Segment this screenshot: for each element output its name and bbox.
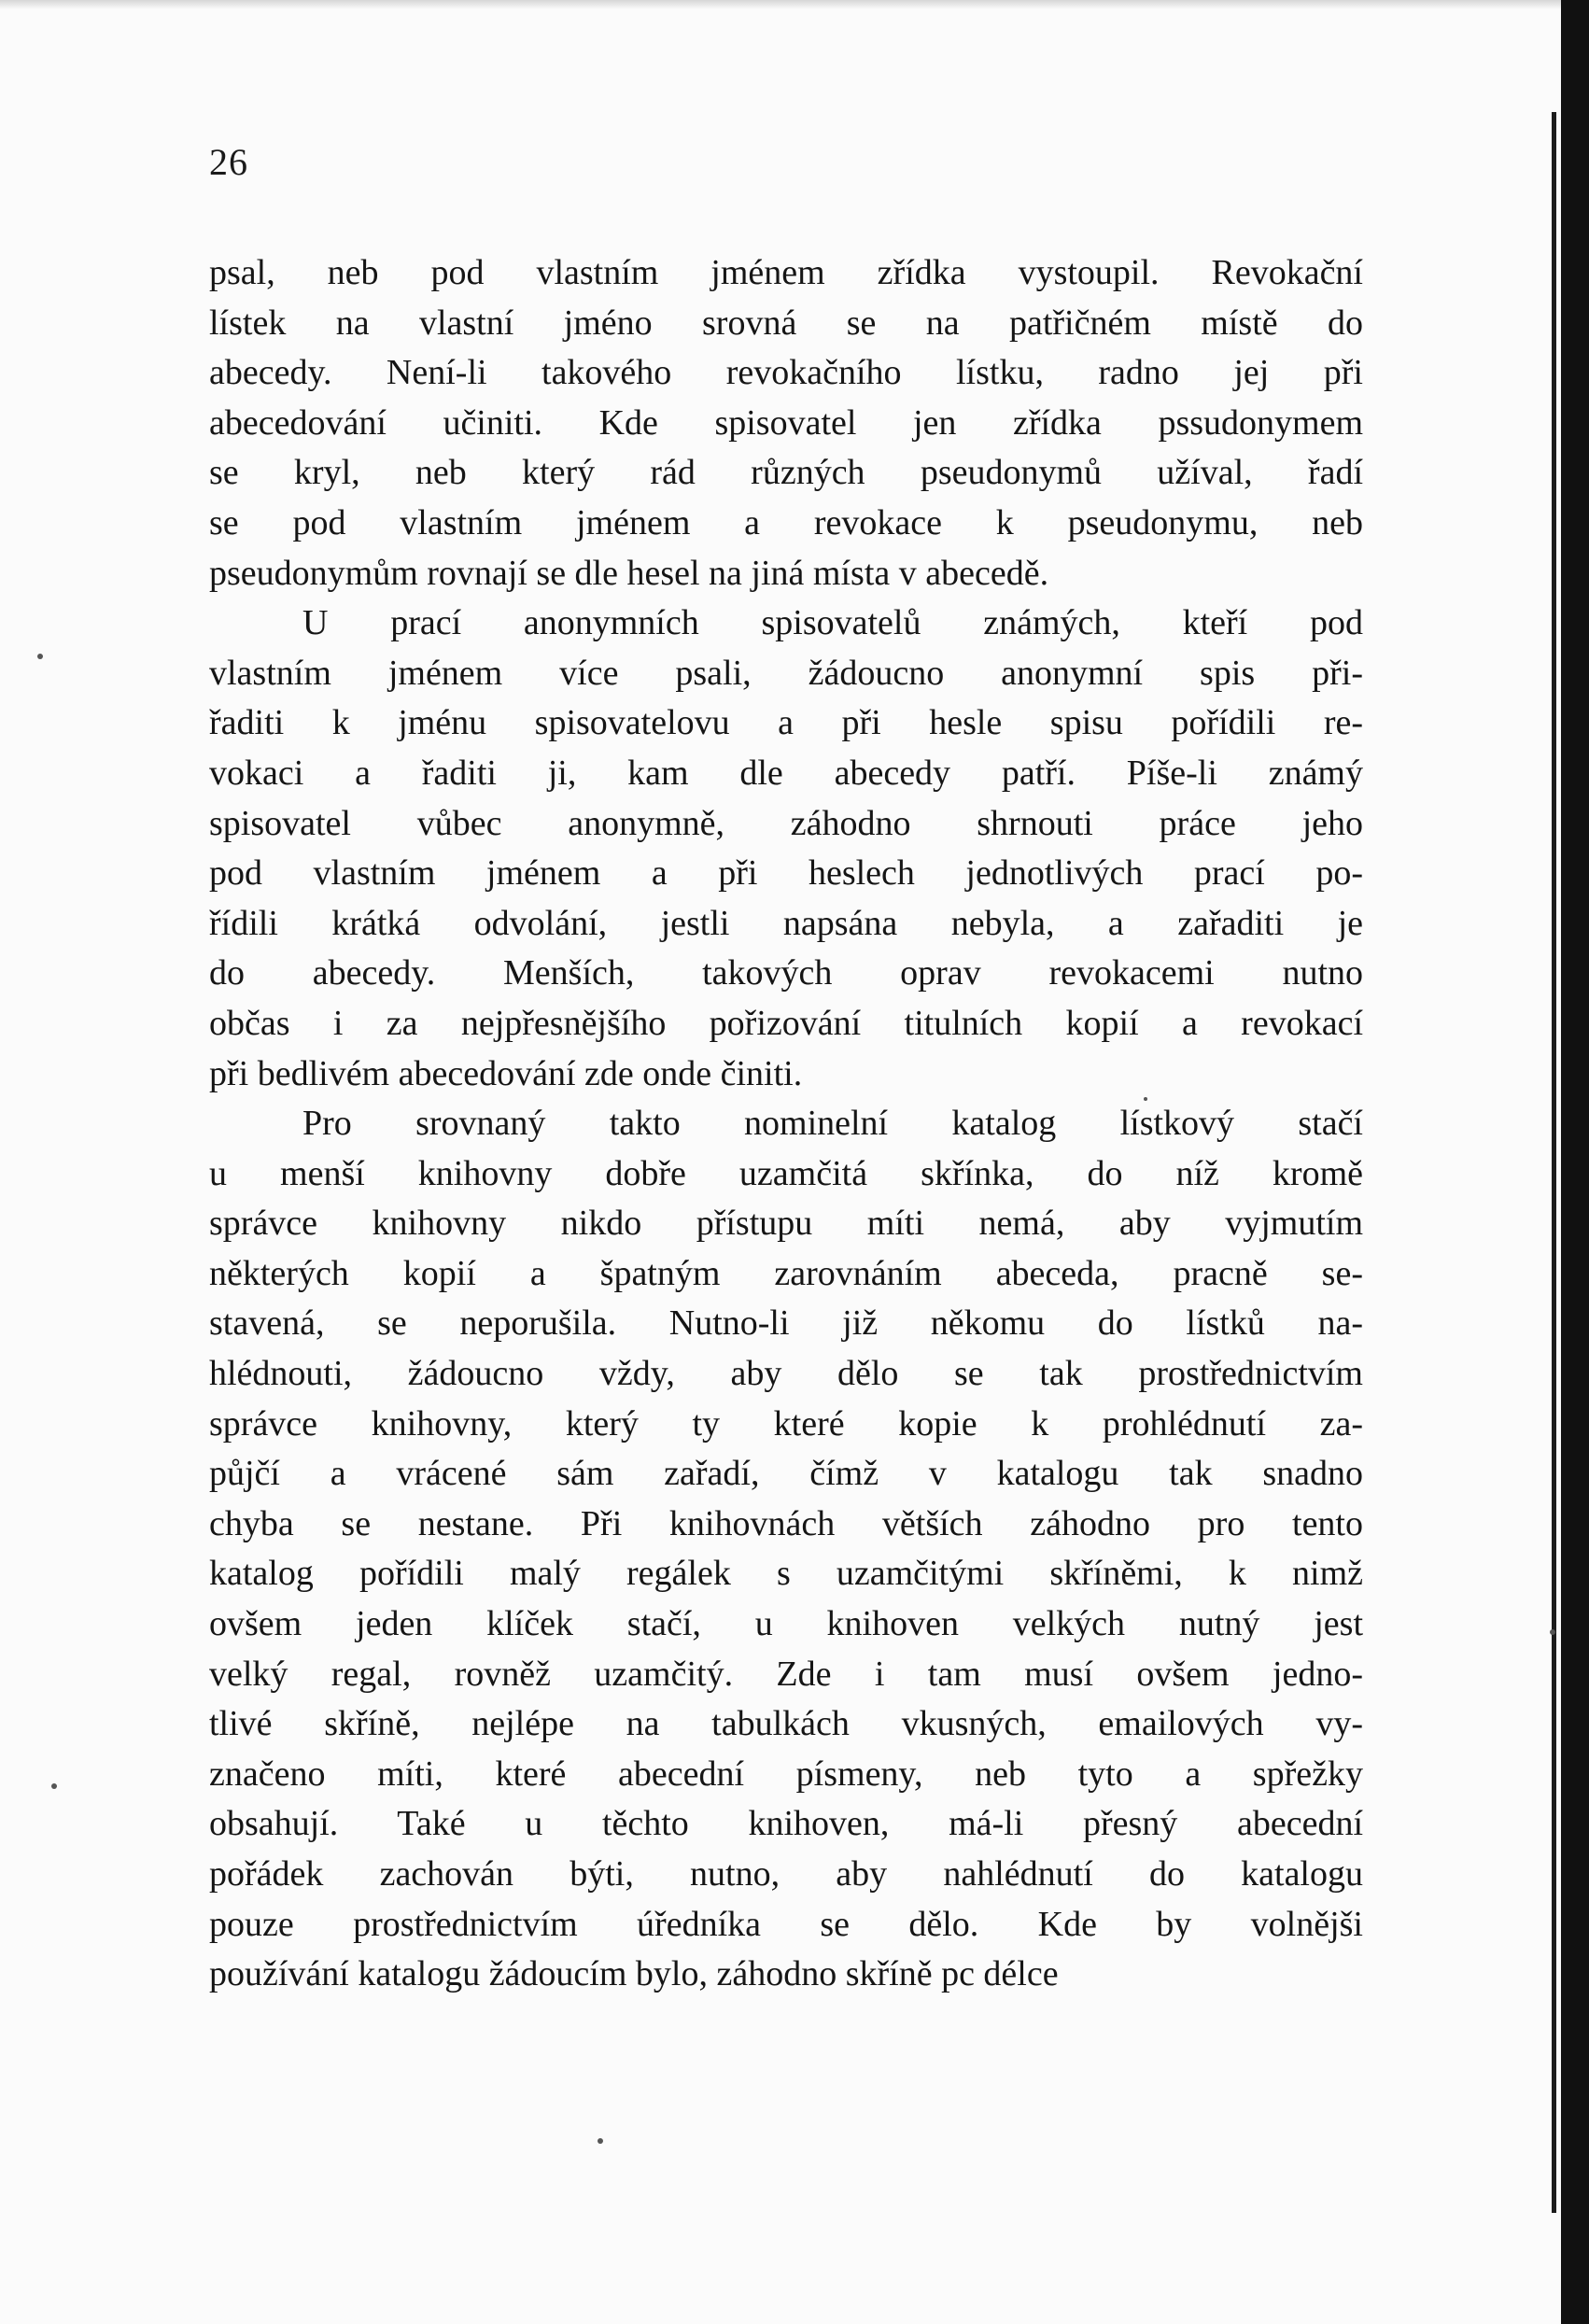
scan-speck [51, 1783, 57, 1789]
body-text [209, 248, 1363, 2000]
text-line: při bedlivém abecedování zde onde činiti. [209, 1053, 803, 1093]
text-line: obsahují. Také u těchto knihoven, má-li přesný abecední [209, 1804, 1363, 1844]
paragraph [209, 1099, 1363, 2000]
text-line: Pro srovnaný takto nominelní katalog lístkový stačí [302, 1104, 1363, 1144]
scan-speck [598, 2138, 603, 2144]
text-line: katalog pořídili malý regálek s uzamčitými skříněmi, k nimž [209, 1554, 1363, 1594]
text-line: značeno míti, které abecední písmeny, neb tyto a spřežky [209, 1754, 1363, 1794]
text-line: používání katalogu žádoucím bylo, záhodno skříně pc délce [209, 1954, 1059, 1994]
paragraph [209, 248, 1363, 599]
text-line: správce knihovny, který ty které kopie k prohlédnutí za- [209, 1403, 1363, 1444]
text-line: chyba se nestane. Při knihovnách větších záhodno pro tento [209, 1503, 1363, 1543]
text-line: ovšem jeden klíček stačí, u knihoven velkých nutný jest [209, 1604, 1363, 1644]
text-line: do abecedy. Menších, takových oprav revokacemi nutno [209, 953, 1363, 993]
text-line: se kryl, neb který rád různých pseudonymů užíval, řadí [209, 453, 1363, 493]
paragraph [209, 599, 1363, 1099]
text-line: půjčí a vrácené sám zařadí, čímž v katalogu tak snadno [209, 1454, 1363, 1494]
text-line: lístek na vlastní jméno srovná se na patřičném místě do [209, 303, 1363, 343]
text-line: řaditi k jménu spisovatelovu a při hesle spisu pořídili re- [209, 703, 1363, 743]
page-top-shadow [0, 0, 1589, 9]
text-line: vokaci a řaditi ji, kam dle abecedy patří. Píše-li známý [209, 753, 1363, 793]
text-line: u menší knihovny dobře uzamčitá skřínka, do níž kromě [209, 1153, 1363, 1193]
text-line: abecedy. Není-li takového revokačního lístku, radno jej při [209, 353, 1363, 393]
text-line: psal, neb pod vlastním jménem zřídka vystoupil. Revokační [209, 253, 1363, 292]
text-line: stavená, se neporušila. Nutno-li již někomu do lístků na- [209, 1303, 1363, 1344]
text-line: správce knihovny nikdo přístupu míti nemá, aby vyjmutím [209, 1204, 1363, 1244]
text-line: U prací anonymních spisovatelů známých, kteří pod [302, 603, 1363, 643]
text-line: pod vlastním jménem a při heslech jednotlivých prací po- [209, 853, 1363, 894]
scan-speck [1550, 1629, 1555, 1635]
text-line: vlastním jménem více psali, žádoucno anonymní spis při- [209, 653, 1363, 693]
text-line: pseudonymům rovnají se dle hesel na jiná místa v abecedě. [209, 553, 1049, 593]
text-line: pouze prostřednictvím úředníka se dělo. Kde by volnějši [209, 1904, 1363, 1944]
text-line: tlivé skříně, nejlépe na tabulkách vkusných, emailových vy- [209, 1704, 1363, 1744]
text-line: některých kopií a špatným zarovnáním abeceda, pracně se- [209, 1253, 1363, 1293]
binding-edge-line [1552, 112, 1556, 2213]
text-line: abecedování učiniti. Kde spisovatel jen zřídka pssudonymem [209, 402, 1363, 443]
text-line: pořádek zachován býti, nutno, aby nahlédnutí do katalogu [209, 1854, 1363, 1894]
text-line: řídili krátká odvolání, jestli napsána nebyla, a zařaditi je [209, 903, 1363, 943]
scan-border-right [1561, 0, 1589, 2324]
page-number: 26 [209, 141, 248, 183]
text-line: občas i za nejpřesnějšího pořizování titulních kopií a revokací [209, 1003, 1363, 1043]
text-line: spisovatel vůbec anonymně, záhodno shrnouti práce jeho [209, 803, 1363, 843]
text-line: se pod vlastním jménem a revokace k pseudonymu, neb [209, 502, 1363, 542]
scan-speck [37, 654, 43, 659]
text-line: hlédnouti, žádoucno vždy, aby dělo se tak prostřednictvím [209, 1354, 1363, 1394]
text-line: velký regal, rovněž uzamčitý. Zde i tam musí ovšem jedno- [209, 1654, 1363, 1694]
